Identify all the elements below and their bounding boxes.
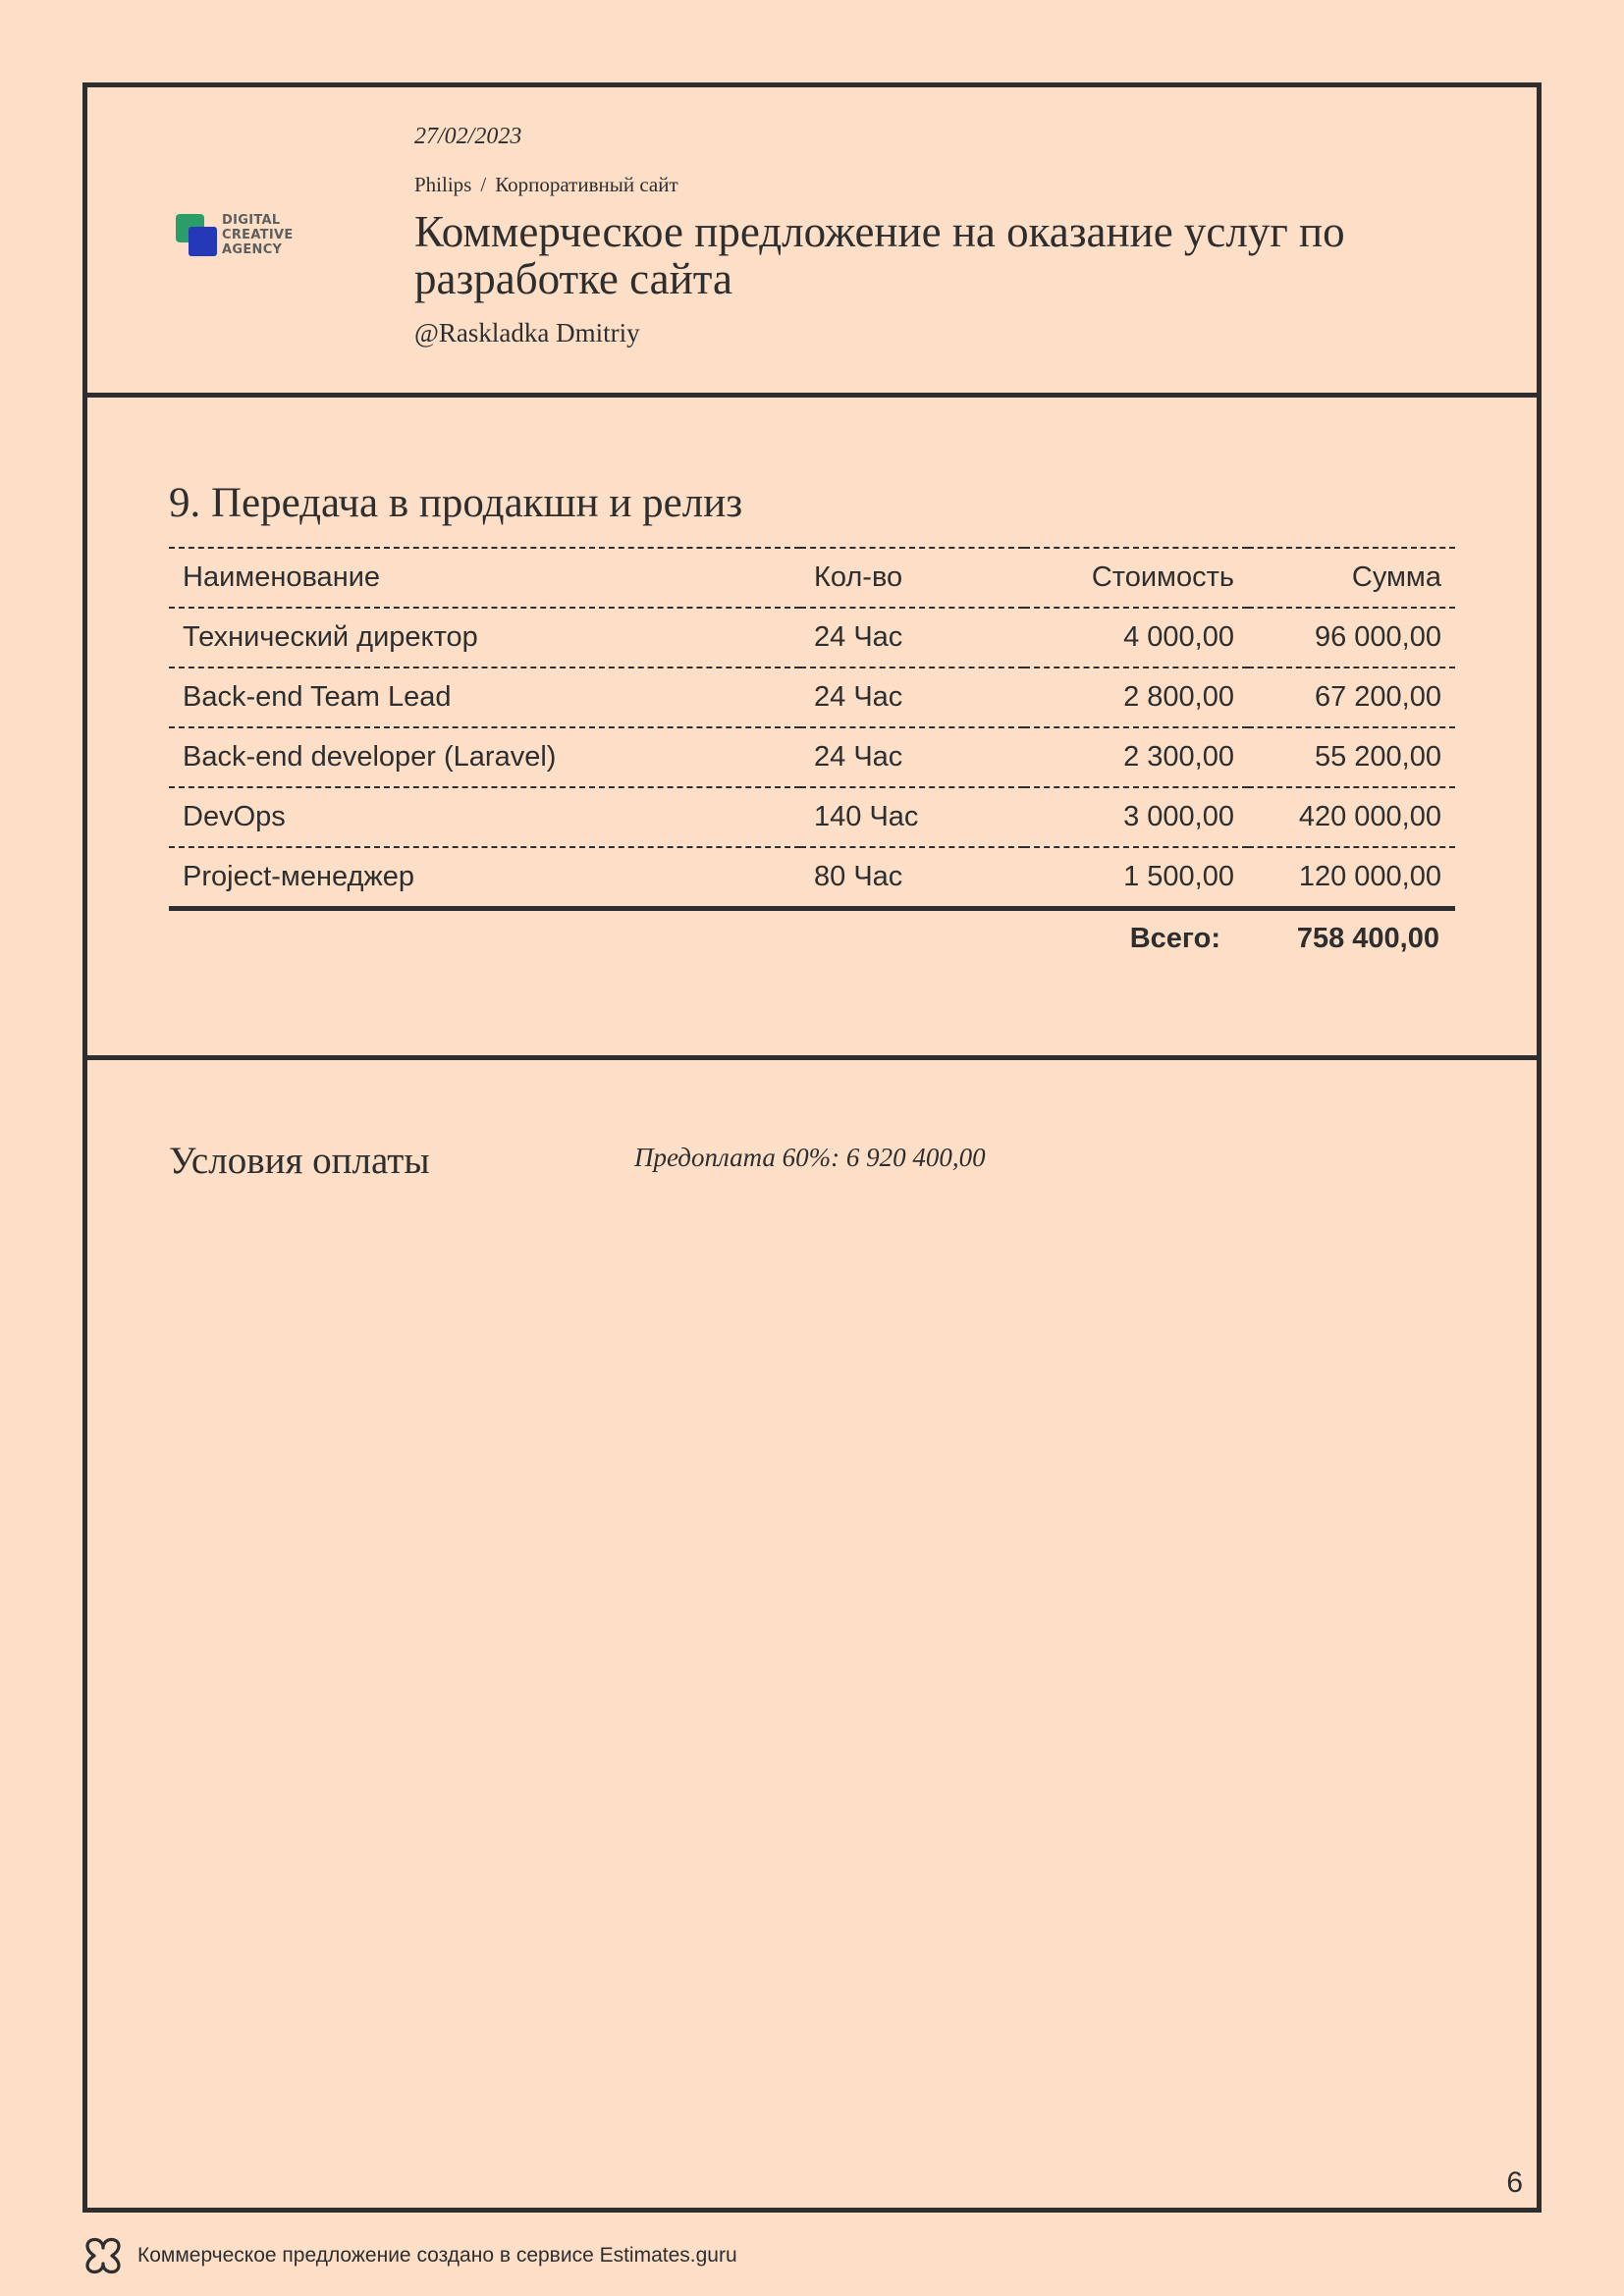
row-sum: 55 200,00 [1248,727,1455,787]
estimate-table [169,547,1455,911]
breadcrumb-project: Корпоративный сайт [495,173,678,196]
total-label: Всего: [1129,923,1220,954]
row-qty: 80 Час [800,847,1024,909]
total-value: 758 400,00 [1296,923,1439,954]
breadcrumb [414,173,678,197]
document-author: @Raskladka Dmitriy [414,318,640,347]
section-divider [82,1055,1542,1060]
row-qty: 24 Час [800,608,1024,667]
row-name: Back-end developer (Laravel) [169,727,800,787]
row-sum: 420 000,00 [1248,787,1455,847]
table-row [169,787,1455,847]
row-qty: 140 Час [800,787,1024,847]
row-name: DevOps [169,787,800,847]
logo-line-2: CREATIVE [222,228,294,242]
payment-terms-text: Предоплата 60%: 6 920 400,00 [634,1143,986,1172]
clover-icon [81,2234,125,2277]
row-cost: 2 300,00 [1024,727,1248,787]
page-number: 6 [1506,2166,1523,2199]
logo-blue-square [189,227,217,256]
table-row [169,608,1455,667]
table-row [169,667,1455,727]
table-row [169,727,1455,787]
document-title: Коммерческое предложение на оказание услуг по разработке сайта [414,207,1345,303]
footer-text: Коммерческое предложение создано в сервисе Estimates.guru [137,2244,737,2267]
logo-line-3: AGENCY [222,242,283,257]
row-name: Технический директор [169,608,800,667]
row-cost: 2 800,00 [1024,667,1248,727]
table-row [169,847,1455,909]
column-header-cost: Стоимость [1024,548,1248,608]
row-qty: 24 Час [800,667,1024,727]
row-sum: 96 000,00 [1248,608,1455,667]
agency-logo [176,213,313,260]
column-header-name: Наименование [169,548,800,608]
breadcrumb-client: Philips [414,173,472,196]
column-header-sum: Сумма [1248,548,1455,608]
document-date: 27/02/2023 [414,124,522,149]
row-sum: 67 200,00 [1248,667,1455,727]
row-sum: 120 000,00 [1248,847,1455,909]
breadcrumb-separator: / [480,173,487,196]
row-name: Project-менеджер [169,847,800,909]
row-qty: 24 Час [800,727,1024,787]
row-name: Back-end Team Lead [169,667,800,727]
row-cost: 4 000,00 [1024,608,1248,667]
payment-terms-title: Условия оплаты [169,1140,430,1182]
header-divider [82,393,1542,398]
column-header-qty: Кол-во [800,548,1024,608]
logo-line-1: DIGITAL [222,213,281,228]
table-header-row [169,548,1455,608]
row-cost: 1 500,00 [1024,847,1248,909]
row-cost: 3 000,00 [1024,787,1248,847]
logo-text [222,213,294,257]
section-title: 9. Передача в продакшн и релиз [169,480,743,526]
